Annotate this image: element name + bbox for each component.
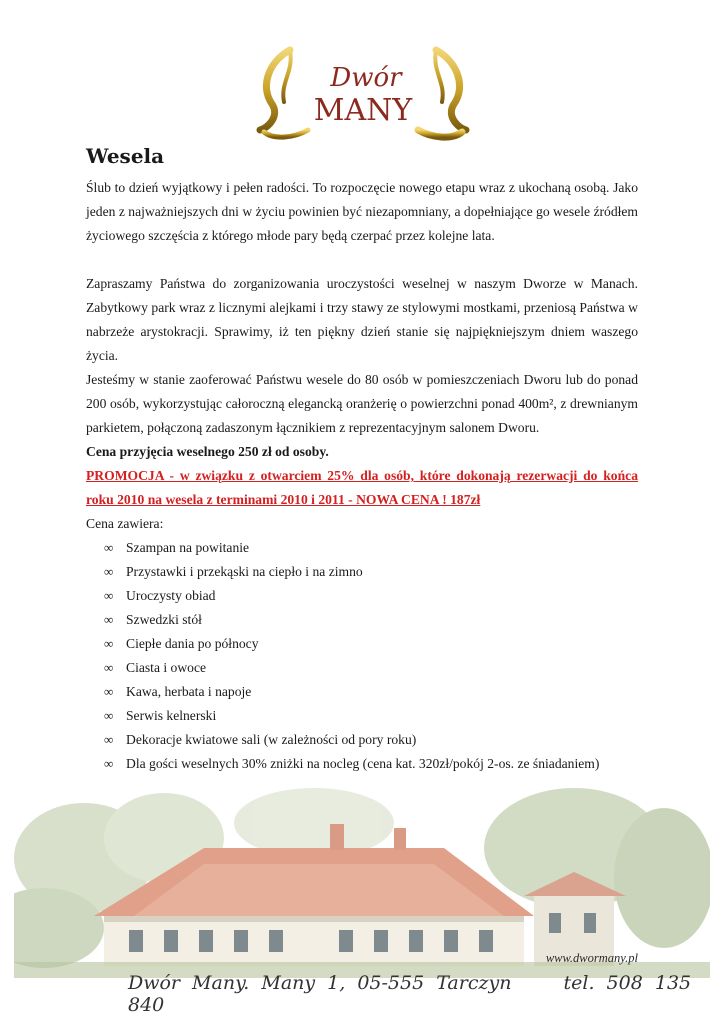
feature-text: Ciepłe dania po północy xyxy=(126,636,259,651)
page-title: Wesela xyxy=(86,144,165,168)
includes-label: Cena zawiera: xyxy=(86,516,164,531)
list-item xyxy=(86,704,638,728)
svg-text:Dwór: Dwór xyxy=(330,63,402,93)
body-text xyxy=(86,176,638,776)
list-item xyxy=(86,560,638,584)
feature-text: Ciasta i owoce xyxy=(126,660,207,675)
feature-text: Dla gości weselnych 30% zniżki na nocleg (cena kat. 320zł/pokój 2-os. ze śniadaniem) xyxy=(126,756,600,771)
dwor-many-logo xyxy=(250,42,476,142)
infinity-bullet-icon: ∞ xyxy=(104,636,114,651)
infinity-bullet-icon: ∞ xyxy=(104,756,114,771)
website-url: www.dwormany.pl xyxy=(545,951,638,965)
infinity-bullet-icon: ∞ xyxy=(104,708,114,723)
list-item xyxy=(86,728,638,752)
list-item xyxy=(86,584,638,608)
feature-text: Uroczysty obiad xyxy=(126,588,216,603)
feature-text: Przystawki i przekąski na ciepło i na zimno xyxy=(126,564,363,579)
list-item xyxy=(86,752,638,776)
capacity-paragraph: Jesteśmy w stanie zaoferować Państwu wesele do 80 osób w pomieszczeniach Dworu lub do ponad 200 osób, wykorzystując całoroczną elegancką oranżerię o powierzchni ponad 400m², z drewnianym parkietem, połączoną zadaszonym łącznikiem z reprezentacyjnym salonem Dworu. xyxy=(86,372,638,435)
list-item xyxy=(86,608,638,632)
promo-text: PROMOCJA - w związku z otwarciem 25% dla osób, które dokonają rezerwacji do końca roku 2010 na wesela z terminami 2010 i 2011 - NOWA CENA ! 187zł xyxy=(86,468,638,507)
infinity-bullet-icon: ∞ xyxy=(104,732,114,747)
right-ornament-icon xyxy=(418,50,466,137)
svg-text:MANY: MANY xyxy=(313,93,413,128)
invite-paragraph: Zapraszamy Państwa do zorganizowania uroczystości weselnej w naszym Dworze w Manach. Zabytkowy park wraz z licznymi alejkami i trzy stawy ze stylowymi mostkami, przeniosą Państwa w nabrzeże arystokracji. Sprawimy, iż ten piękny dzień stanie się najpiękniejszym dniem waszego życia. xyxy=(86,276,638,363)
phone-number: tel. 508 135 840 xyxy=(128,972,692,1016)
footer-address xyxy=(128,972,724,1016)
list-item xyxy=(86,656,638,680)
list-item xyxy=(86,536,638,560)
price-line: Cena przyjęcia weselnego 250 zł od osoby. xyxy=(86,444,329,459)
feature-list xyxy=(86,536,638,776)
infinity-bullet-icon: ∞ xyxy=(104,540,114,555)
feature-text: Serwis kelnerski xyxy=(126,708,217,723)
infinity-bullet-icon: ∞ xyxy=(104,660,114,675)
feature-text: Kawa, herbata i napoje xyxy=(126,684,252,699)
infinity-bullet-icon: ∞ xyxy=(104,612,114,627)
infinity-bullet-icon: ∞ xyxy=(104,564,114,579)
feature-text: Szampan na powitanie xyxy=(126,540,250,555)
infinity-bullet-icon: ∞ xyxy=(104,684,114,699)
feature-text: Dekoracje kwiatowe sali (w zależności od pory roku) xyxy=(126,732,417,747)
list-item xyxy=(86,632,638,656)
list-item xyxy=(86,680,638,704)
infinity-bullet-icon: ∞ xyxy=(104,588,114,603)
manor-house-illustration xyxy=(14,788,710,978)
feature-text: Szwedzki stół xyxy=(126,612,202,627)
left-ornament-icon xyxy=(260,50,308,137)
intro-paragraph: Ślub to dzień wyjątkowy i pełen radości. To rozpoczęcie nowego etapu wraz z ukochaną osobą. Jako jeden z najważniejszych dni w życiu powinien być niezapomniany, a dopełniające go wesele źródłem życiowego szczęścia z którego młode pary będą czerpać przez kolejne lata. xyxy=(86,180,638,243)
address-text: Dwór Many. Many 1, 05-555 Tarczyn xyxy=(128,972,512,994)
